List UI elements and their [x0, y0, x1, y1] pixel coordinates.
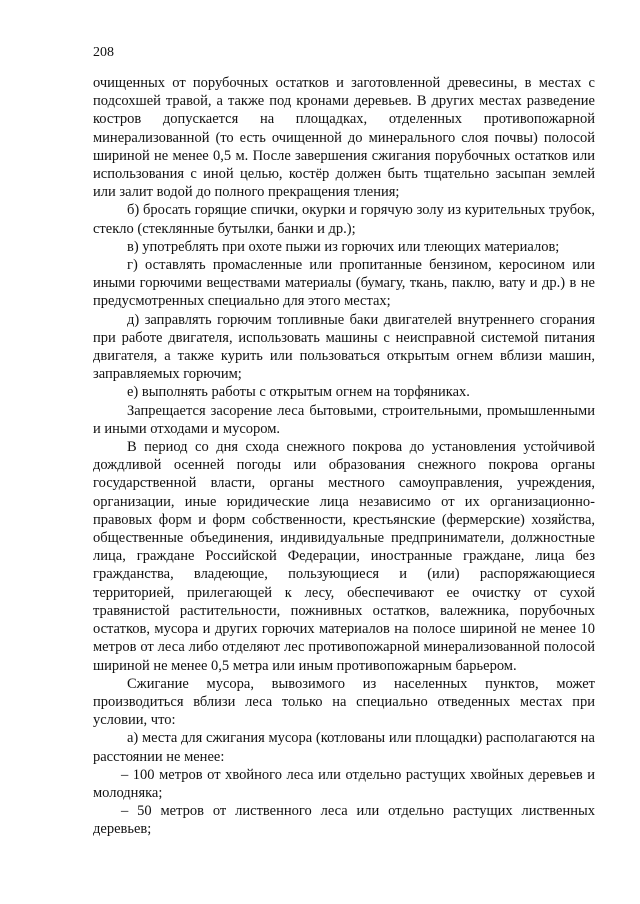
- paragraph-item-v: в) употреблять при охоте пыжи из горючих или тлеющих материалов;: [127, 238, 560, 255]
- list-item-coniferous: – 100 метров от хвойного леса или отдельно растущих хвойных деревьев и молодняка;: [93, 766, 595, 801]
- paragraph-fire-rules-continued: очищенных от порубочных остатков и заготовленной древесины, в местах с подсохшей травой, а также под кронами деревьев. В других местах разведение костров допускается на площадках, отделенных противопожарной минерализованной (то есть очищенной до минерального слоя почвы) полосой шириной не менее 0,5 м. После завершения сжигания порубочных остатков или использования с иной целью, костёр должен быть тщательно засыпан землей или залит водой до полного прекращения тления;: [93, 75, 595, 201]
- paragraph-item-d: д) заправлять горючим топливные баки двигателей внутреннего сгорания при работе двигателя, использовать машины с неисправной системой питания двигателя, а также курить или пользоваться открытым огнем вблизи машин, заправляемых горючим;: [93, 311, 595, 383]
- page-number: 208: [93, 45, 114, 60]
- list-item-deciduous: – 50 метров от лиственного леса или отдельно растущих лиственных деревьев;: [93, 803, 595, 838]
- paragraph-item-e: е) выполнять работы с открытым огнем на торфяниках.: [127, 384, 470, 401]
- paragraph-item-g: г) оставлять промасленные или пропитанные бензином, керосином или иными горючими веществами материалы (бумагу, ткань, паклю, вату и др.) в не предусмотренных специально для этого местах;: [93, 257, 595, 310]
- paragraph-item-b: б) бросать горящие спички, окурки и горячую золу из курительных трубок, стекло (стеклянные бутылки, банки и др.);: [93, 202, 595, 237]
- paragraph-item-a: а) места для сжигания мусора (котлованы или площадки) располагаются на расстоянии не менее:: [93, 730, 595, 765]
- paragraph-waste-burning: Сжигание мусора, вывозимого из населенных пунктов, может производиться вблизи леса только на специально отведенных местах при условии, что:: [93, 675, 595, 729]
- paragraph-clearing-obligation: В период со дня схода снежного покрова до установления устойчивой дождливой осенней погоды или образования снежного покрова органы государственной власти, органы местного самоуправления, учреждения, организации, иные юридические лица независимо от их организационно-правовых форм и форм собственности, крестьянские (фермерские) хозяйства, общественные объединения, индивидуальные предприниматели, должностные лица, граждане Российской Федерации, иностранные граждане, лица без гражданства, владеющие, пользующиеся и (или) распоряжающиеся территорией, прилегающей к лесу, обеспечивают ее очистку от сухой травянистой растительности, пожнивных остатков, валежника, порубочных остатков, мусора и других горючих материалов на полосе шириной не менее 10 метров от леса либо отделяют лес противопожарной минерализованной полосой шириной не менее 0,5 метра или иным противопожарным барьером.: [93, 439, 595, 674]
- document-body: [93, 74, 595, 839]
- paragraph-littering-ban: Запрещается засорение леса бытовыми, строительными, промышленными и иными отходами и мусором.: [93, 402, 595, 437]
